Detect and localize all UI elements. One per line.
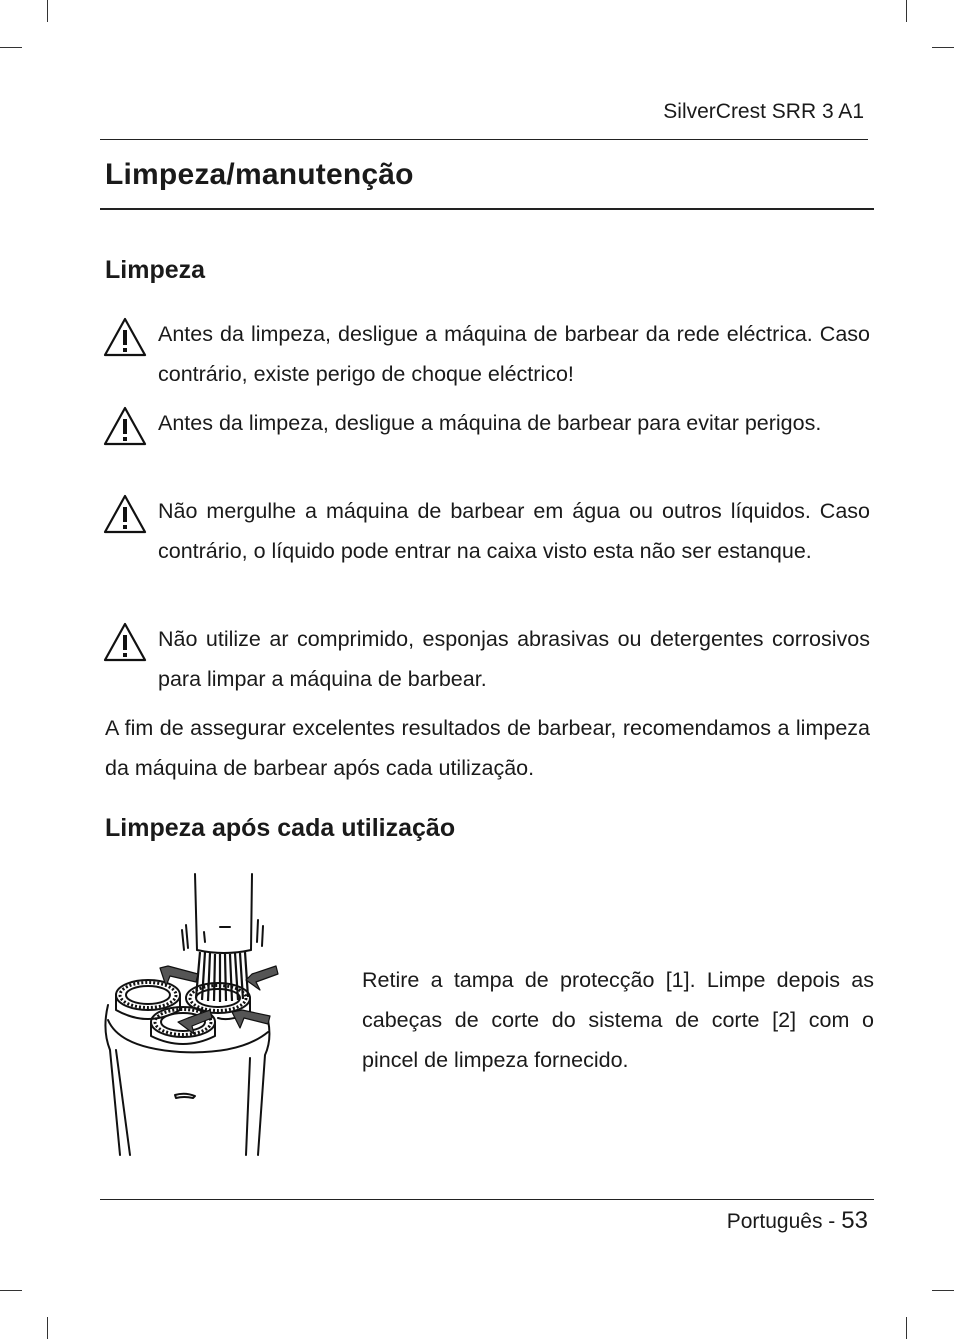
crop-mark — [47, 1317, 48, 1339]
section-rule — [100, 208, 874, 210]
page-footer — [600, 1207, 868, 1235]
crop-mark — [47, 0, 48, 22]
warning-triangle-icon — [103, 622, 147, 662]
warning-text: Antes da limpeza, desligue a máquina de barbear da rede eléctrica. Caso contrário, existe perigo de choque eléctrico! — [158, 322, 870, 386]
footer-rule — [100, 1199, 874, 1200]
subsection-title-limpeza: Limpeza — [105, 256, 206, 284]
warning-item — [103, 492, 870, 571]
section-title: Limpeza/manutenção — [105, 158, 414, 191]
body-paragraph: A fim de assegurar excelentes resultados de barbear, recomendamos a limpeza da máquina de barbear após cada utilização. — [105, 716, 870, 780]
warning-text: Antes da limpeza, desligue a máquina de barbear para evitar perigos. — [158, 411, 822, 435]
warning-triangle-icon — [103, 494, 147, 534]
crop-mark — [932, 1290, 954, 1291]
header-rule — [100, 139, 868, 140]
crop-mark — [906, 0, 907, 22]
footer-language: Português - — [726, 1210, 836, 1233]
warning-text: Não utilize ar comprimido, esponjas abrasivas ou detergentes corrosivos para limpar a máquina de barbear. — [158, 627, 870, 691]
figure-description: Retire a tampa de protecção [1]. Limpe depois as cabeças de corte do sistema de corte [2] com o pincel de limpeza fornecido. — [362, 968, 874, 1072]
warning-item — [103, 404, 870, 444]
crop-mark — [932, 47, 954, 48]
page-number: 53 — [841, 1207, 868, 1234]
crop-mark — [0, 1290, 22, 1291]
warning-item — [103, 315, 870, 394]
crop-mark — [0, 47, 22, 48]
crop-mark — [906, 1317, 907, 1339]
subsection-title-after-use: Limpeza após cada utilização — [105, 814, 456, 842]
shaver-cleaning-brush-illustration — [100, 870, 290, 1165]
warning-text: Não mergulhe a máquina de barbear em água ou outros líquidos. Caso contrário, o líquido pode entrar na caixa visto esta não ser estanque. — [158, 499, 870, 563]
warning-item — [103, 620, 870, 699]
warning-triangle-icon — [103, 406, 147, 446]
page-header-product: SilverCrest SRR 3 A1 — [663, 100, 864, 123]
warning-triangle-icon — [103, 317, 147, 357]
